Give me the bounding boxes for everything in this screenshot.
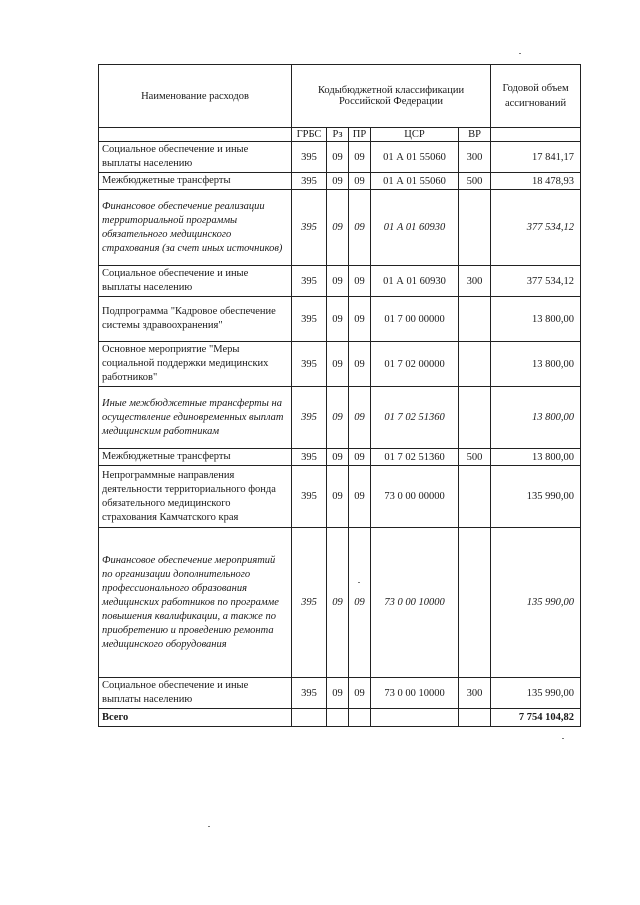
- row-grbs: 395: [292, 387, 327, 449]
- row-name: Финансовое обеспечение реализации территориальной программы обязательного медицинского страхования (за счет иных источников): [99, 190, 292, 266]
- subheader-pr: ПР: [349, 128, 371, 142]
- row-vr: [459, 466, 491, 528]
- table-row: [99, 297, 581, 342]
- scan-speck: [208, 826, 210, 827]
- row-name: Социальное обеспечение и иные выплаты населению: [99, 142, 292, 173]
- row-amount: 18 478,93: [491, 173, 581, 190]
- row-csr: 01 А 01 60930: [371, 266, 459, 297]
- row-csr: 01 7 02 51360: [371, 449, 459, 466]
- row-pr: 09: [349, 466, 371, 528]
- row-vr: [459, 528, 491, 678]
- row-rz: 09: [327, 466, 349, 528]
- row-csr: 01 7 02 51360: [371, 387, 459, 449]
- row-csr: 73 0 00 10000: [371, 528, 459, 678]
- table-row: [99, 387, 581, 449]
- row-amount: 135 990,00: [491, 528, 581, 678]
- total-empty-cell: [371, 709, 459, 727]
- row-amount: 135 990,00: [491, 466, 581, 528]
- row-name: Иные межбюджетные трансферты на осуществление единовременных выплат медицинским работникам: [99, 387, 292, 449]
- row-name: Социальное обеспечение и иные выплаты населению: [99, 678, 292, 709]
- row-vr: [459, 297, 491, 342]
- table-row: [99, 173, 581, 190]
- subheader-blank-amount: [491, 128, 581, 142]
- row-csr: 73 0 00 10000: [371, 678, 459, 709]
- row-pr: 09: [349, 266, 371, 297]
- row-name: Непрограммные направления деятельности территориального фонда обязательного медицинского страхования Камчатского края: [99, 466, 292, 528]
- total-amount: 7 754 104,82: [491, 709, 581, 727]
- row-amount: 13 800,00: [491, 387, 581, 449]
- table-row: [99, 190, 581, 266]
- row-name: Финансовое обеспечение мероприятий по организации дополнительного профессионального образования медицинских работников по программе повышения квалификации, а также по приобретению и проведению ремонта медицинского оборудования: [99, 528, 292, 678]
- row-rz: 09: [327, 266, 349, 297]
- row-grbs: 395: [292, 528, 327, 678]
- table-row: [99, 466, 581, 528]
- table-row: [99, 678, 581, 709]
- row-csr: 01 А 01 55060: [371, 142, 459, 173]
- row-name: Межбюджетные трансферты: [99, 449, 292, 466]
- row-amount: 13 800,00: [491, 342, 581, 387]
- row-name: Межбюджетные трансферты: [99, 173, 292, 190]
- row-pr: 09: [349, 528, 371, 678]
- column-header-amount: Годовой объем ассигнований: [491, 65, 581, 128]
- total-empty-cell: [459, 709, 491, 727]
- column-header-name: Наименование расходов: [99, 65, 292, 128]
- row-rz: 09: [327, 678, 349, 709]
- row-amount: 17 841,17: [491, 142, 581, 173]
- subheader-rz: Рз: [327, 128, 349, 142]
- subheader-grbs: ГРБС: [292, 128, 327, 142]
- row-vr: [459, 342, 491, 387]
- row-rz: 09: [327, 528, 349, 678]
- table-body: [99, 142, 581, 709]
- total-empty-cell: [349, 709, 371, 727]
- row-pr: 09: [349, 173, 371, 190]
- row-grbs: 395: [292, 449, 327, 466]
- table-row: [99, 266, 581, 297]
- row-vr: 300: [459, 678, 491, 709]
- row-rz: 09: [327, 142, 349, 173]
- total-empty-cell: [327, 709, 349, 727]
- row-rz: 09: [327, 449, 349, 466]
- row-csr: 01 А 01 60930: [371, 190, 459, 266]
- table-row: [99, 142, 581, 173]
- row-name: Подпрограмма "Кадровое обеспечение системы здравоохранения": [99, 297, 292, 342]
- row-grbs: 395: [292, 342, 327, 387]
- row-amount: 13 800,00: [491, 297, 581, 342]
- row-pr: 09: [349, 342, 371, 387]
- total-empty-cell: [292, 709, 327, 727]
- row-pr: 09: [349, 387, 371, 449]
- row-amount: 377 534,12: [491, 266, 581, 297]
- row-name: Основное мероприятие "Меры социальной поддержки медицинских работников": [99, 342, 292, 387]
- row-rz: 09: [327, 342, 349, 387]
- row-rz: 09: [327, 173, 349, 190]
- table-row: [99, 528, 581, 678]
- budget-table: [98, 64, 581, 727]
- row-grbs: 395: [292, 142, 327, 173]
- row-pr: 09: [349, 297, 371, 342]
- row-vr: 300: [459, 266, 491, 297]
- subheader-vr: ВР: [459, 128, 491, 142]
- row-pr: 09: [349, 190, 371, 266]
- row-grbs: 395: [292, 173, 327, 190]
- row-csr: 01 7 02 00000: [371, 342, 459, 387]
- row-grbs: 395: [292, 678, 327, 709]
- row-rz: 09: [327, 297, 349, 342]
- row-rz: 09: [327, 387, 349, 449]
- row-pr: 09: [349, 678, 371, 709]
- row-amount: 13 800,00: [491, 449, 581, 466]
- subheader-blank: [99, 128, 292, 142]
- scan-speck: [562, 738, 564, 739]
- row-vr: 500: [459, 173, 491, 190]
- row-grbs: 395: [292, 297, 327, 342]
- row-amount: 377 534,12: [491, 190, 581, 266]
- scan-speck: [519, 53, 521, 54]
- row-csr: 01 А 01 55060: [371, 173, 459, 190]
- row-vr: [459, 190, 491, 266]
- subheader-csr: ЦСР: [371, 128, 459, 142]
- column-header-codes: Кодыбюджетной классификации Российской Федерации: [292, 65, 491, 128]
- row-vr: 500: [459, 449, 491, 466]
- table-row: [99, 449, 581, 466]
- row-pr: 09: [349, 449, 371, 466]
- row-amount: 135 990,00: [491, 678, 581, 709]
- row-csr: 01 7 00 00000: [371, 297, 459, 342]
- row-vr: 300: [459, 142, 491, 173]
- row-rz: 09: [327, 190, 349, 266]
- row-vr: [459, 387, 491, 449]
- row-grbs: 395: [292, 190, 327, 266]
- row-grbs: 395: [292, 266, 327, 297]
- total-row: [99, 709, 581, 727]
- scan-speck: [358, 582, 360, 583]
- table-row: [99, 342, 581, 387]
- row-csr: 73 0 00 00000: [371, 466, 459, 528]
- row-grbs: 395: [292, 466, 327, 528]
- row-name: Социальное обеспечение и иные выплаты населению: [99, 266, 292, 297]
- row-pr: 09: [349, 142, 371, 173]
- total-label: Всего: [99, 709, 292, 727]
